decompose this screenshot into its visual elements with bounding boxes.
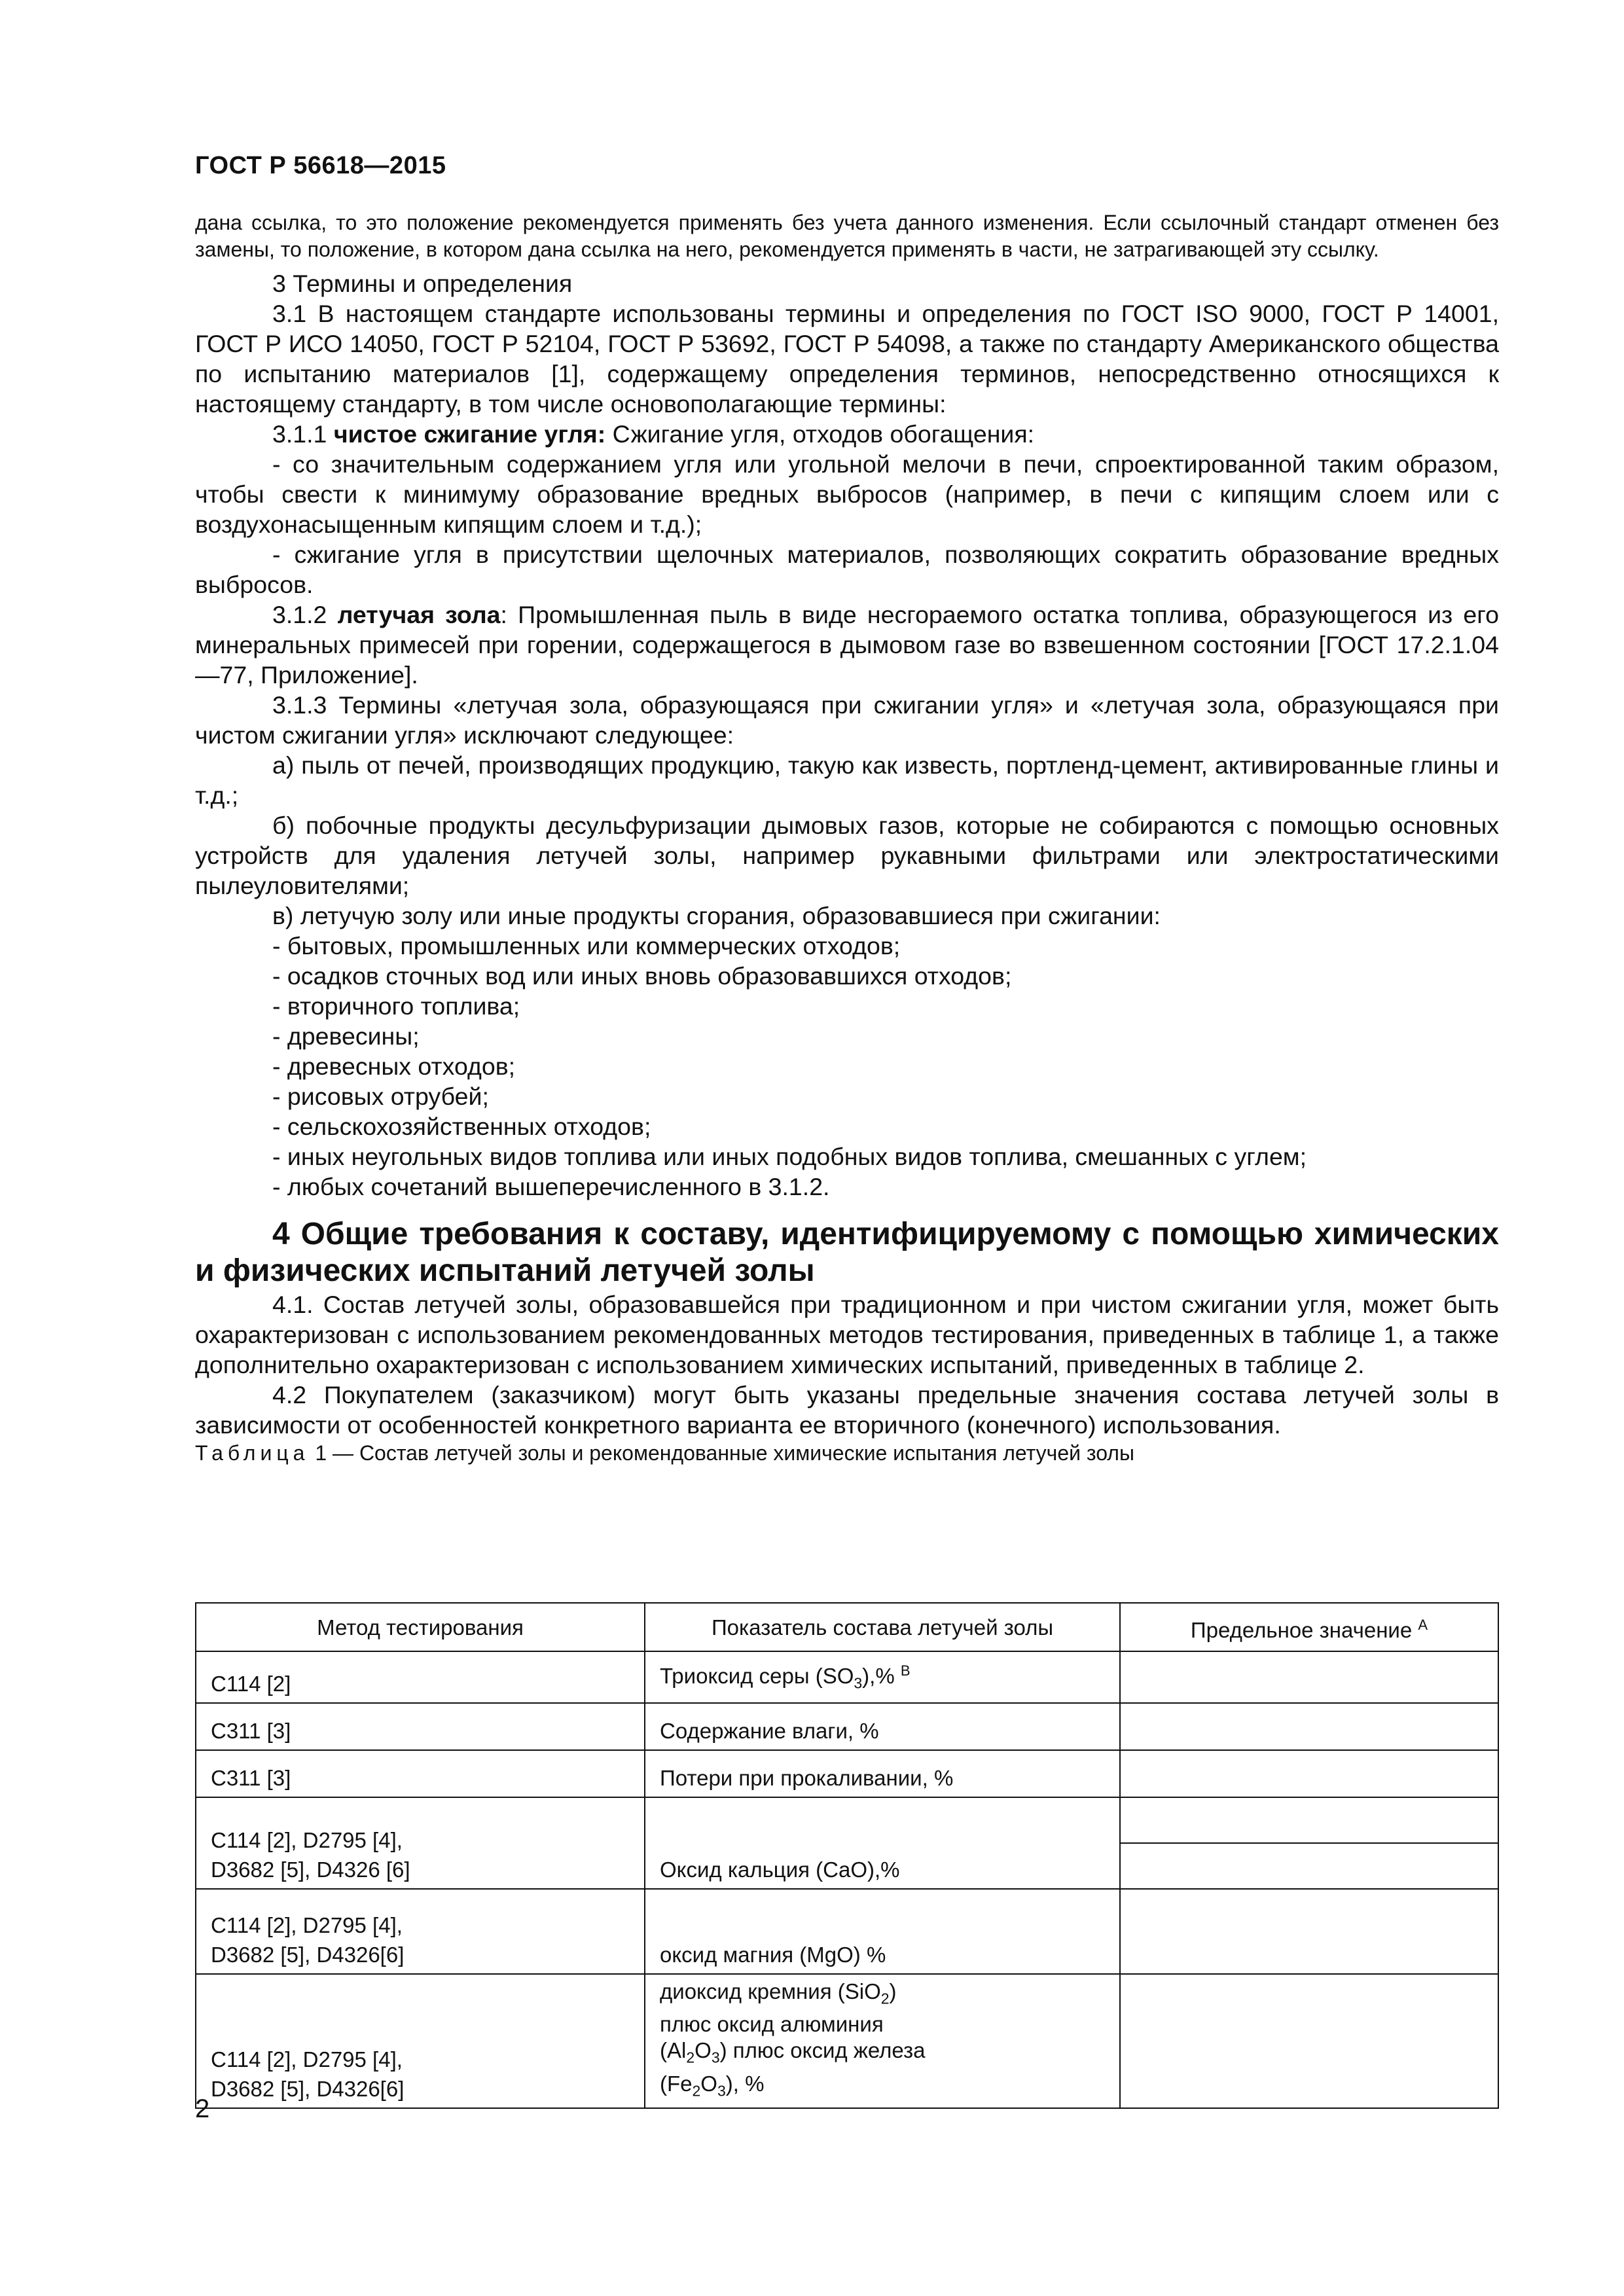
footnote-mark: A: [1418, 1616, 1428, 1633]
header-limit-label: Предельное значение: [1190, 1617, 1413, 1642]
indicator-text: диоксид кремния (SiO: [660, 1979, 881, 2003]
term-3-1-3-item-b: б) побочные продукты десульфуризации дымовых газов, которые не собираются с помощью основных устройств для удаления летучей золы, например рукавными фильтрами или электростатическими пылеуловителями;: [195, 812, 1499, 899]
list-item: - рисовых отрубей;: [272, 1083, 489, 1110]
paragraph-continuation: дана ссылка, то это положение рекомендуется применять без учета данного изменения. Если ссылочный стандарт отменен без замены, то положение, в котором дана ссылка на него, рекомендуется применять в части, не затрагивающей эту ссылку.: [195, 211, 1499, 261]
indicator-text: (Al: [660, 2038, 687, 2063]
list-item: - осадков сточных вод или иных вновь образовавшихся отходов;: [272, 962, 1012, 990]
cell-limit: [1120, 1703, 1498, 1750]
indicator-text: Триоксид серы (SO: [660, 1664, 854, 1688]
indicator-text: ): [889, 1979, 897, 2003]
list-item: - бытовых, промышленных или коммерческих отходов;: [272, 932, 901, 960]
method-line: D3682 [5], D4326[6]: [211, 1942, 405, 1967]
term-number: 3.1.1: [272, 420, 334, 448]
subscript: 2: [880, 1990, 890, 2007]
subscript: 3: [717, 2082, 726, 2100]
cell-method: С311 [3]: [196, 1703, 645, 1750]
cell-limit: [1120, 1651, 1498, 1703]
table-row: [196, 1797, 1498, 1843]
subscript: 3: [711, 2049, 720, 2066]
section-3-title: 3 Термины и определения: [272, 270, 573, 297]
cell-method: [196, 1889, 645, 1974]
method-line: D3682 [5], D4326 [6]: [211, 1857, 410, 1882]
indicator-text: O: [695, 2038, 712, 2063]
term-3-1-1: [195, 419, 1499, 449]
header-indicator: Показатель состава летучей золы: [645, 1603, 1120, 1651]
indicator-text: O: [700, 2071, 717, 2096]
indicator-text: плюс оксид алюминия: [660, 2012, 884, 2037]
term-3-1-1-item-b: - сжигание угля в присутствии щелочных материалов, позволяющих сократить образование вредных выбросов.: [195, 541, 1499, 598]
term-definition: : Промышленная пыль в виде несгораемого остатка топлива, образующегося из его минеральных примесей при горении, содержащегося в дымовом газе во взвешенном состоянии [ГОСТ 17.2.1.04—77, Приложение].: [195, 601, 1499, 689]
cell-limit: [1120, 1750, 1498, 1797]
method-line: С114 [2], D2795 [4],: [211, 1827, 403, 1852]
paragraph-4-1: 4.1. Состав летучей золы, образовавшейся при традиционном и при чистом сжигании угля, может быть охарактеризован с использованием рекомендованных методов тестирования, приведенных в таблице 1, а также дополнительно охарактеризован с использованием химических испытаний, приведенных в таблице 2.: [195, 1291, 1499, 1378]
cell-indicator: [645, 1974, 1120, 2109]
table-row: [196, 1651, 1498, 1703]
term-definition: Сжигание угля, отходов обогащения:: [605, 420, 1035, 448]
list-item: - иных неугольных видов топлива или иных подобных видов топлива, смешанных с углем;: [272, 1143, 1307, 1170]
cell-limit: [1120, 1843, 1498, 1889]
cell-method: С311 [3]: [196, 1750, 645, 1797]
subscript: 3: [854, 1674, 863, 1692]
table-header-row: [196, 1603, 1498, 1651]
table-caption-text: 1 — Состав летучей золы и рекомендованные химические испытания летучей золы: [309, 1441, 1134, 1465]
cell-indicator: Потери при прокаливании, %: [645, 1750, 1120, 1797]
term-3-1-2: [195, 600, 1499, 690]
section-4-title: 4 Общие требования к составу, идентифицируемому с помощью химических и физических испытаний летучей золы: [195, 1217, 1499, 1288]
term-name: летучая зола: [337, 601, 501, 628]
cell-limit: [1120, 1797, 1498, 1843]
term-3-1-3: 3.1.3 Термины «летучая зола, образующаяся при сжигании угля» и «летучая зола, образующаяся при чистом сжигании угля» исключают следующее:: [195, 691, 1499, 749]
list-item: - сельскохозяйственных отходов;: [272, 1113, 651, 1140]
cell-method: [196, 1797, 645, 1889]
indicator-text: (Fe: [660, 2071, 693, 2096]
footnote-mark: B: [900, 1662, 911, 1679]
table-row: [196, 1889, 1498, 1974]
page-number: 2: [195, 2094, 210, 2123]
table-caption: [195, 1440, 1499, 1467]
subscript: 2: [692, 2082, 701, 2100]
method-line: С114 [2], D2795 [4],: [211, 2047, 403, 2072]
term-3-1-1-item-a: - со значительным содержанием угля или угольной мелочи в печи, спроектированной таким образом, чтобы свести к минимуму образование вредных выбросов (например, в печи с кипящим слоем или с воздухонасыщенным кипящим слоем и т.д.);: [195, 450, 1499, 538]
list-item: - древесины;: [272, 1022, 420, 1050]
term-3-1-3-item-c: в) летучую золу или иные продукты сгорания, образовавшиеся при сжигании:: [272, 902, 1161, 929]
cell-method: [196, 1974, 645, 2109]
list-item: - древесных отходов;: [272, 1052, 516, 1080]
cell-method: С114 [2]: [196, 1651, 645, 1703]
header-method: Метод тестирования: [196, 1603, 645, 1651]
method-line: D3682 [5], D4326[6]: [211, 2077, 405, 2102]
table-caption-label: Таблица: [195, 1441, 310, 1465]
cell-indicator: оксид магния (MgO) %: [645, 1889, 1120, 1974]
paragraph-3-1: 3.1 В настоящем стандарте использованы термины и определения по ГОСТ ISO 9000, ГОСТ Р 14001, ГОСТ Р ИСО 14050, ГОСТ Р 52104, ГОСТ Р 53692, ГОСТ Р 54098, а также по стандарту Американского общества по испытанию материалов [1], содержащему определения терминов, непосредственно относящихся к настоящему стандарту, в том числе основополагающие термины:: [195, 300, 1499, 418]
term-name: чистое сжигание угля:: [333, 420, 606, 448]
table-row: [196, 1974, 1498, 2109]
cell-indicator: [645, 1651, 1120, 1703]
table-row: [196, 1750, 1498, 1797]
header-limit: [1120, 1603, 1498, 1651]
indicator-text: ) плюс оксид железа: [719, 2038, 926, 2063]
term-3-1-3-item-a: а) пыль от печей, производящих продукцию, такую как известь, портленд-цемент, активированные глины и т.д.;: [195, 751, 1499, 809]
method-line: С114 [2], D2795 [4],: [211, 1912, 403, 1937]
document-body: [195, 209, 1499, 1467]
document-header: ГОСТ Р 56618—2015: [195, 152, 446, 179]
composition-table: [195, 1602, 1499, 2109]
subscript: 2: [686, 2049, 695, 2066]
indicator-text: ), %: [725, 2071, 765, 2096]
cell-limit: [1120, 1974, 1498, 2109]
list-item: - любых сочетаний вышеперечисленного в 3.1.2.: [272, 1173, 830, 1200]
cell-indicator: Оксид кальция (CaO),%: [645, 1797, 1120, 1889]
indicator-text: ),%: [862, 1664, 895, 1688]
table-row: [196, 1703, 1498, 1750]
cell-limit: [1120, 1889, 1498, 1974]
cell-indicator: Содержание влаги, %: [645, 1703, 1120, 1750]
term-number: 3.1.2: [272, 601, 338, 628]
paragraph-4-2: 4.2 Покупателем (заказчиком) могут быть указаны предельные значения состава летучей золы в зависимости от особенностей конкретного варианта ее вторичного (конечного) использования.: [195, 1381, 1499, 1439]
list-item: - вторичного топлива;: [272, 992, 520, 1020]
